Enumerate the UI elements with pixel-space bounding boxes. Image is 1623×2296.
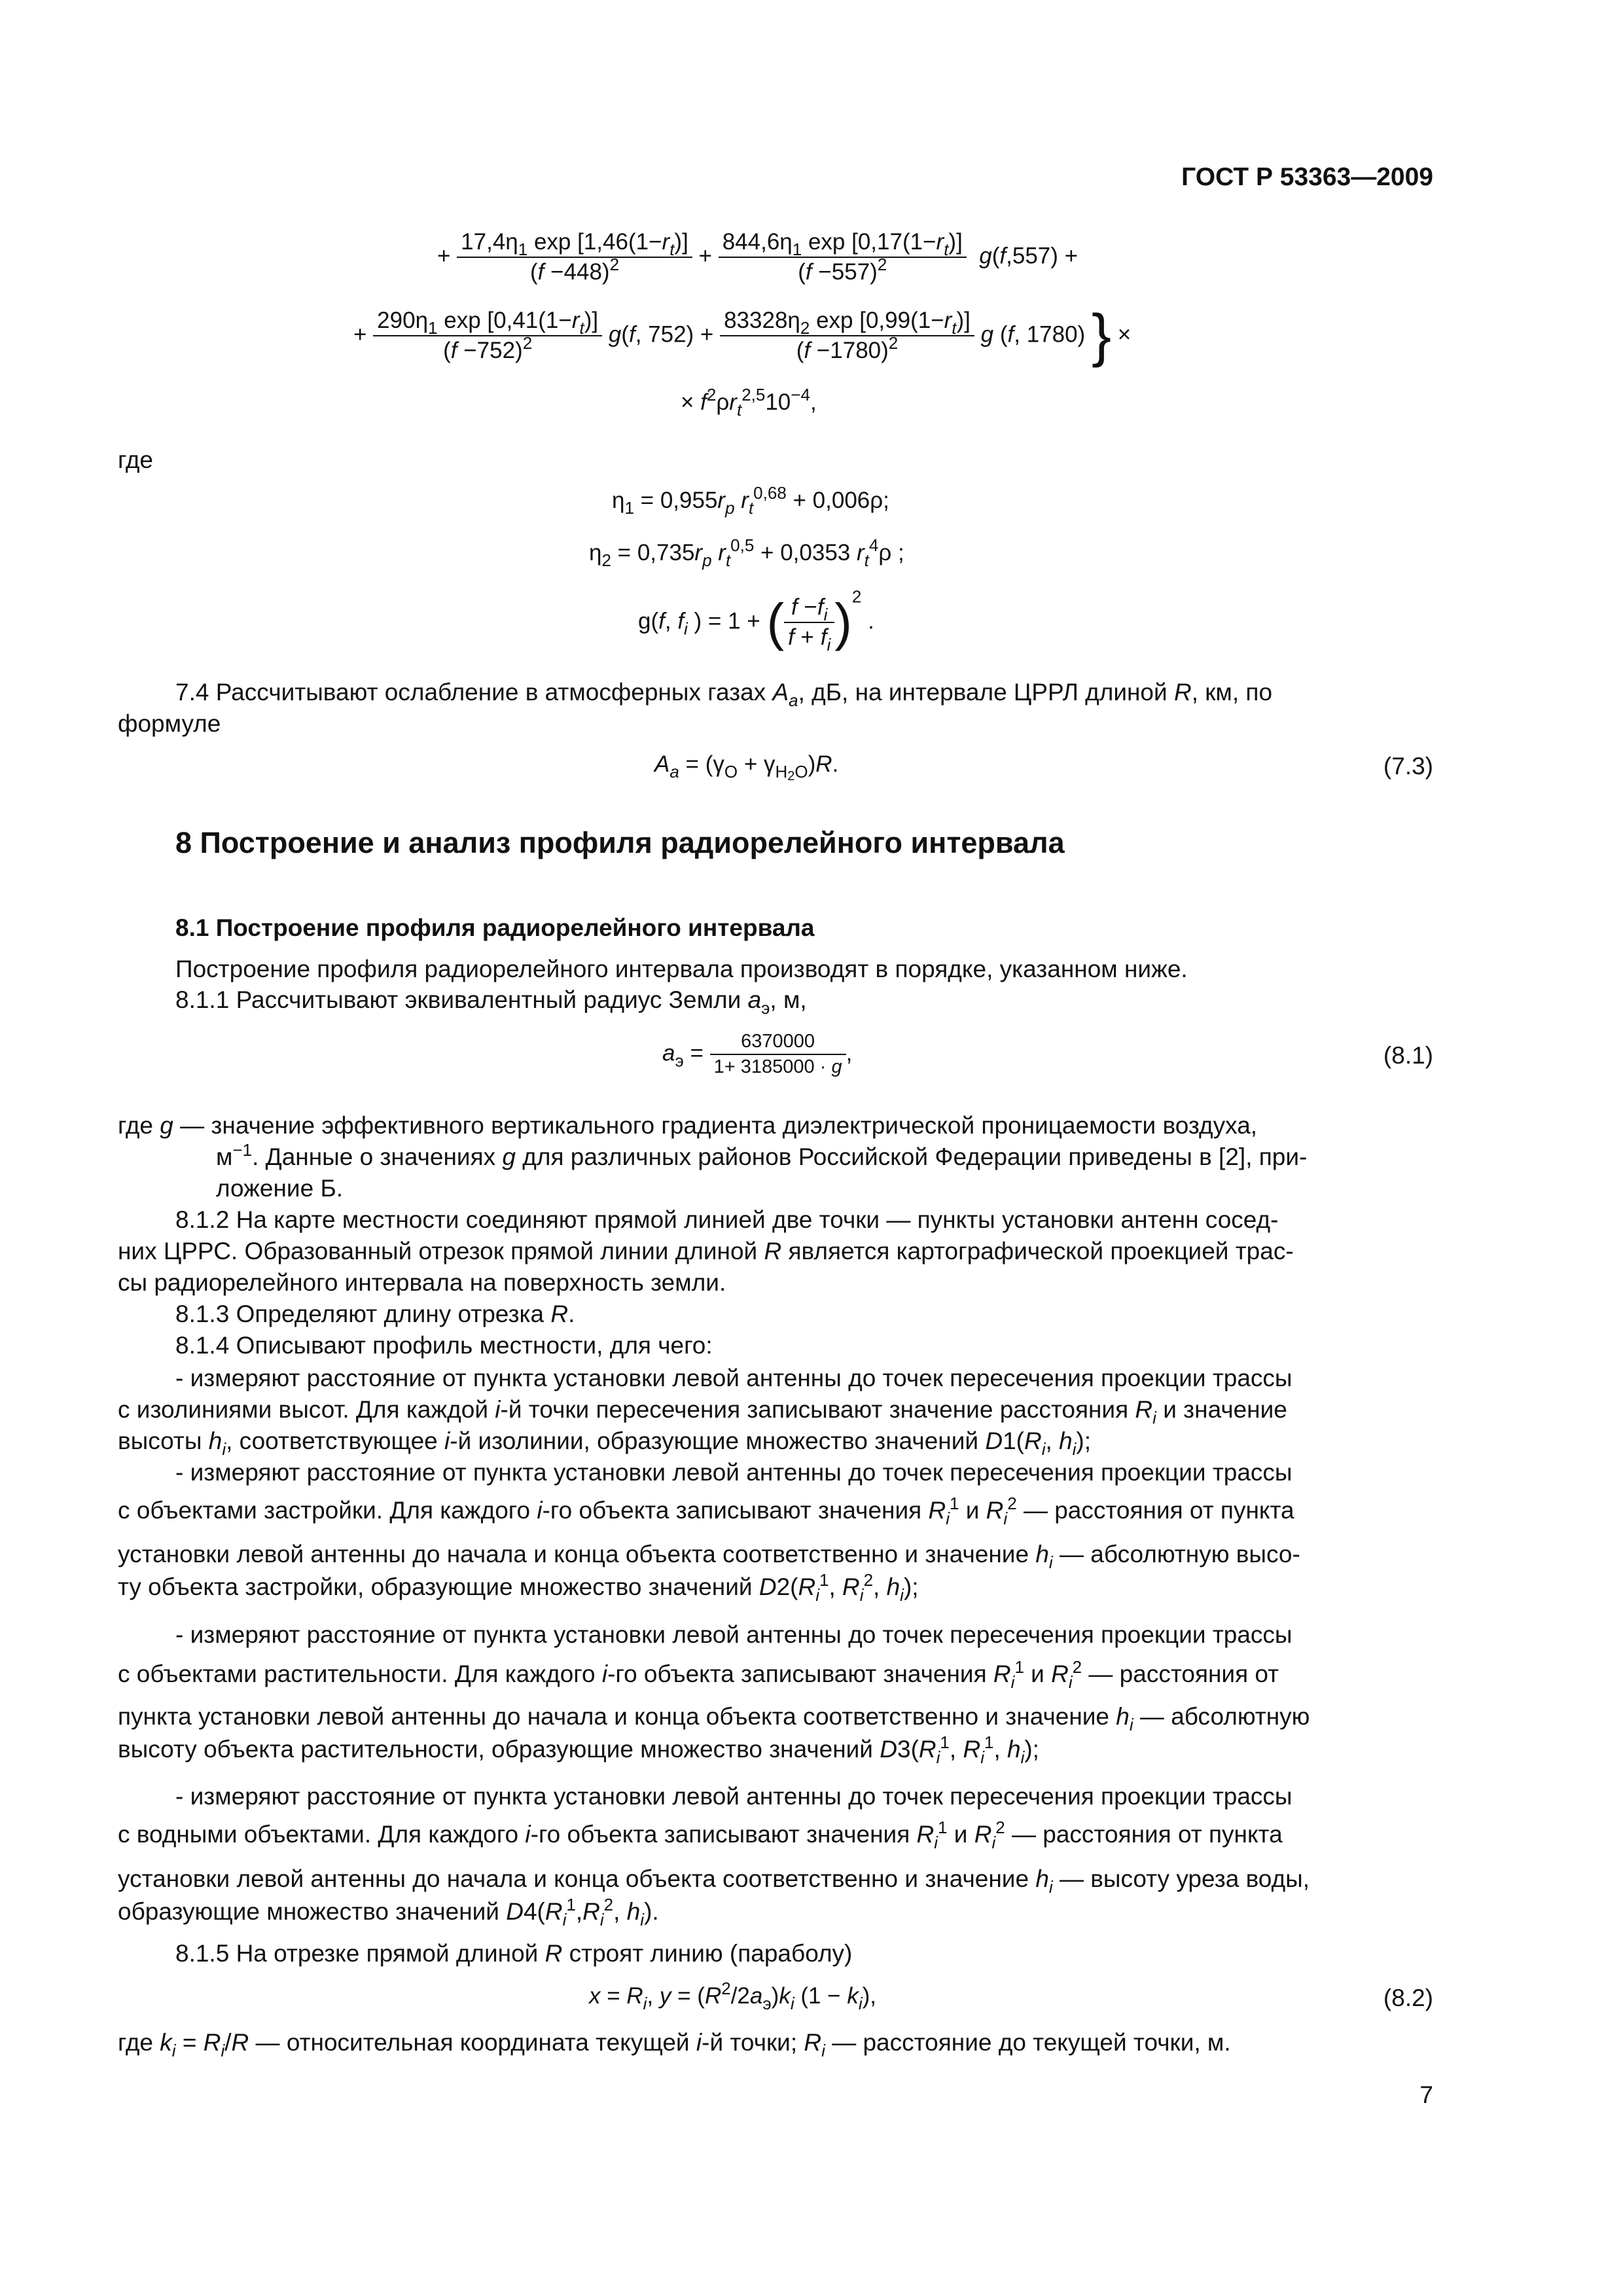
bullet1-line3: высоты $h_i$, соответствующее i-й изолинии, образующие множество значений $D1(R_i$, $h_i$);: [118, 1427, 1092, 1459]
bullet4-line4: образующие множество значений $D4(R_i^1,R_i^2$, $h_i$).: [118, 1895, 659, 1929]
standard-number: ГОСТ Р 53363—2009: [1181, 163, 1433, 191]
section-8-1-intro: Построение профиля радиорелейного интервала производят в порядке, указанном ниже.: [175, 956, 1188, 982]
eq-7-3-number: (7.3): [1383, 753, 1433, 780]
where-g-line2: $м^{-1}$. Данные о значениях g для различных районов Российской Федерации приведены в [2], при-: [216, 1140, 1308, 1170]
eq-8-1-number: (8.1): [1383, 1042, 1433, 1069]
section-8-title: 8 Построение и анализ профиля радиорелейного интервала: [175, 826, 1065, 859]
bullet4-line3: установки левой антенны до начала и конца объекта соответственно и значение $h_i$ — высоту уреза воды,: [118, 1865, 1310, 1897]
formula-eta2: $\eta_2 = 0,735r_p$ $r_t^{0,5} + 0,0353$ $r_t^4\rho$ ;: [589, 535, 904, 570]
bullet2-line3: установки левой антенны до начала и конца объекта соответственно и значение $h_i$ — абсолютную высо-: [118, 1541, 1300, 1572]
bullet3-line2: с объектами растительности. Для каждого i-го объекта записывают значения $R_i^1$ и $R_i^2$ — расстояния от: [118, 1657, 1279, 1692]
formula-8-2: $x = R_i$, $y = (R^2/2a_э)k_i$ $(1 - k_i)$,: [589, 1979, 876, 2013]
para-8-1-2-line3: сы радиорелейного интервала на поверхность земли.: [118, 1269, 726, 1296]
bullet4-line1: - измеряют расстояние от пункта установки левой антенны до точек пересечения проекции трассы: [175, 1783, 1293, 1810]
section-8-1-title: 8.1 Построение профиля радиорелейного интервала: [175, 914, 815, 941]
formula-7-2-line1: + $\frac{17,4\eta_1 \exp [1,46(1-r_t)]}{(f -448)^2}$ + $\frac{844,6\eta_1 \exp [0,17(1-r_t)]}{(f -557)^2}$ g(f,557) +: [437, 229, 1079, 285]
para-8-1-5: 8.1.5 На отрезке прямой длиной R строят линию (параболу): [175, 1940, 853, 1967]
para-8-1-4: 8.1.4 Описывают профиль местности, для чего:: [175, 1332, 713, 1359]
page-number: 7: [1419, 2081, 1433, 2108]
para-8-1-3: 8.1.3 Определяют длину отрезка R.: [175, 1300, 575, 1327]
formula-7-3: $A_a = (\gamma_O + \gamma_{H_2O})R$.: [654, 751, 839, 783]
formula-eta1: $\eta_1 = 0,955r_p$ $r_t^{0,68} + 0,006\rho$;: [612, 483, 889, 518]
para-7-4-line2: формуле: [118, 710, 221, 737]
where-g-line1: где g — значение эффективного вертикального градиента диэлектрической проницаемости воздуха,: [118, 1112, 1258, 1139]
bullet3-line1: - измеряют расстояние от пункта установки левой антенны до точек пересечения проекции трассы: [175, 1621, 1293, 1648]
para-8-1-1: 8.1.1 Рассчитывают эквивалентный радиус Земли $a_э$, м,: [175, 986, 807, 1018]
last-line: где $k_i = R_i/R$ — относительная координата текущей i-й точки; $R_i$ — расстояние до текущей точки, м.: [118, 2029, 1231, 2060]
para-8-1-2-line1: 8.1.2 На карте местности соединяют прямой линией две точки — пункты установки антенн сосед-: [175, 1206, 1279, 1233]
bullet2-line2: с объектами застройки. Для каждого i-го объекта записывают значения $R_i^1$ и $R_i^2$ — расстояния от пункта: [118, 1494, 1294, 1528]
bullet4-line2: с водными объектами. Для каждого i-го объекта записывают значения $R_i^1$ и $R_i^2$ — расстояния от пункта: [118, 1818, 1283, 1852]
bullet1-line1: - измеряют расстояние от пункта установки левой антенны до точек пересечения проекции трассы: [175, 1365, 1293, 1391]
eq-8-2-number: (8.2): [1383, 1984, 1433, 2011]
where-label: где: [118, 446, 154, 473]
formula-7-2-line2: + $\frac{290\eta_1 \exp [0,41(1-r_t)]}{(f -752)^2}$ g(f, 752) + $\frac{83328\eta_2 \exp [0,99(1-r_t)]}{(f -1780)^2}$ g (f, 1780) } ×: [353, 303, 1132, 368]
where-g-line3: ложение Б.: [216, 1175, 344, 1202]
para-7-4-line1: 7.4 Рассчитывают ослабление в атмосферных газах $A_a$, дБ, на интервале ЦРРЛ длиной R, км, по: [175, 679, 1273, 710]
bullet2-line1: - измеряют расстояние от пункта установки левой антенны до точек пересечения проекции трассы: [175, 1459, 1293, 1486]
bullet3-line3: пункта установки левой антенны до начала и конца объекта соответственно и значение $h_i$ — абсолютную: [118, 1703, 1310, 1734]
bullet1-line2: с изолиниями высот. Для каждой i-й точки пересечения записывают значение расстояния $R_i$ и значение: [118, 1396, 1287, 1427]
bullet3-line4: высоту объекта растительности, образующие множество значений $D3(R_i^1$, $R_i^1$, $h_i$);: [118, 1732, 1039, 1767]
formula-g: g(f, $f_i$ ) = 1 + ( $\frac{f -f_i}{f + f_i}$ )$^2$ .: [638, 586, 874, 655]
para-8-1-2-line2: них ЦРРС. Образованный отрезок прямой линии длиной R является картографической проекцией трас-: [118, 1238, 1294, 1265]
formula-7-2-line3: × $f^2\rho r_t^{2,5}10^{-4}$,: [681, 385, 817, 420]
bullet2-line4: ту объекта застройки, образующие множество значений $D2(R_i^1$, $R_i^2$, $h_i$);: [118, 1570, 919, 1605]
formula-8-1: $a_э$ = $\frac{6370000}{1+ 3185000 \cdot g}$ ,: [662, 1031, 853, 1077]
